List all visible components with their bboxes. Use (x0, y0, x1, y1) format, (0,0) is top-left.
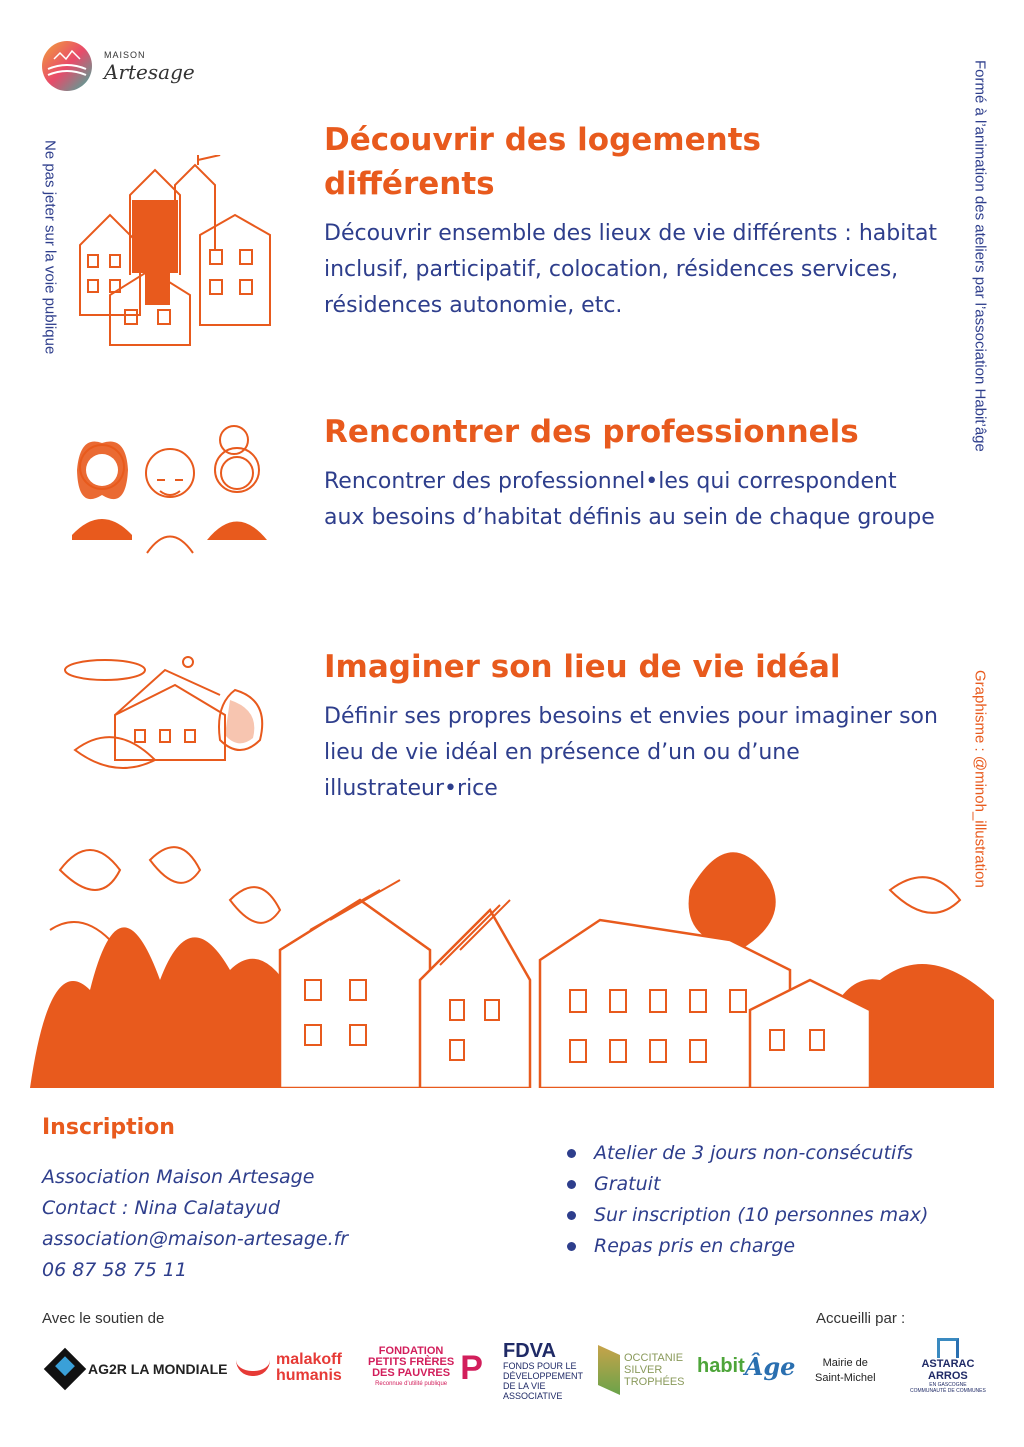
fondation-text-1: FONDATION (378, 1345, 444, 1357)
section-discover-title-line1: Découvrir des logements (324, 122, 761, 158)
side-note-left-text: Ne pas jeter sur la voie publique (41, 140, 59, 355)
section-meet-title: Rencontrer des professionnels (324, 414, 859, 450)
habitage-text-b: Âge (744, 1352, 796, 1381)
contact-association: Association Maison Artesage (42, 1166, 315, 1188)
habitage-text-a: habit (697, 1355, 745, 1377)
workshop-details-list (566, 1138, 928, 1262)
section-meet-text: Rencontrer des professionnel•les qui correspondent aux besoins d’habitat définis au sein de chaque groupe (324, 469, 935, 530)
astarac-icon (937, 1338, 959, 1358)
hosted-by-label: Accueilli par : (816, 1310, 906, 1327)
side-note-right-text: Formé à l’animation des ateliers par l’association Habit’âge (971, 60, 989, 452)
contact-person: Contact : Nina Calatayud (42, 1197, 280, 1219)
houses-illustration (70, 155, 280, 350)
occitanie-icon (598, 1345, 620, 1395)
mairie-text-1: Mairie de (822, 1357, 868, 1369)
dream-house-illustration (55, 650, 285, 780)
section-imagine-text: Définir ses propres besoins et envies pour imaginer son lieu de vie idéal en présence d’un ou d’une illustrateur•rice (324, 704, 938, 801)
astarac-text-4: COMMUNAUTÉ DE COMMUNES (910, 1388, 986, 1394)
logo-small-text: MAISON (104, 49, 146, 60)
malakoff-text-2: humanis (276, 1367, 342, 1384)
mairie-saint-michel-logo (815, 1356, 876, 1386)
list-item: Repas pris en charge (566, 1231, 928, 1262)
ag2r-logo (50, 1354, 227, 1384)
fondation-text-3: DES PAUVRES (372, 1367, 451, 1379)
maison-artesage-logo (40, 36, 210, 96)
inscription-title: Inscription (42, 1115, 175, 1140)
village-banner-illustration (30, 830, 994, 1088)
occitanie-text-3: TROPHÉES (624, 1376, 685, 1388)
logo-big-text: Artesage (104, 59, 195, 84)
people-illustration (62, 425, 277, 555)
fondation-text-2: PETITS FRÈRES (368, 1356, 455, 1368)
fdva-line-3: DE LA VIE (503, 1381, 546, 1391)
side-note-left (40, 140, 60, 410)
section-discover-title-line2: différents (324, 166, 495, 202)
occitanie-text-1: OCCITANIE (624, 1352, 684, 1364)
list-item: Sur inscription (10 personnes max) (566, 1200, 928, 1231)
malakoff-logo (236, 1352, 342, 1384)
fdva-logo (503, 1341, 583, 1401)
occitanie-text-2: SILVER (624, 1364, 663, 1376)
malakoff-smile-icon (236, 1360, 270, 1376)
habitage-logo (697, 1352, 795, 1381)
list-item: Atelier de 3 jours non-consécutifs (566, 1138, 928, 1169)
occitanie-silver-logo (598, 1345, 685, 1395)
fdva-line-2: DÉVELOPPEMENT (503, 1371, 584, 1381)
section-discover-title (324, 118, 944, 206)
ag2r-icon (44, 1348, 86, 1390)
contact-email-link[interactable]: association@maison-artesage.fr (42, 1228, 349, 1250)
section-discover-text: Découvrir ensemble des lieux de vie différents : habitat inclusif, participatif, colocation, résidences services, résidences autonomie, etc. (324, 221, 938, 318)
contact-block (42, 1162, 348, 1286)
section-discover-housing (324, 118, 944, 324)
fondation-petits-freres-logo (368, 1346, 483, 1390)
astarac-arros-logo (910, 1338, 986, 1394)
section-imagine-ideal-place (324, 645, 944, 807)
side-credit-right-text: Graphisme : @minoh_illustration (971, 670, 989, 888)
astarac-text-3: EN GASCOGNE (929, 1382, 967, 1388)
fondation-subtext: Reconnue d’utilité publique (375, 1381, 448, 1387)
fdva-line-1: FONDS POUR LE (503, 1361, 577, 1371)
malakoff-text-1: malakoff (276, 1351, 342, 1368)
sunset-logo-icon (40, 39, 94, 93)
mairie-text-2: Saint-Michel (815, 1372, 876, 1384)
support-label: Avec le soutien de (42, 1310, 165, 1327)
fdva-line-4: ASSOCIATIVE (503, 1391, 563, 1401)
fdva-title: FDVA (503, 1340, 556, 1362)
astarac-text-1: ASTARAC (921, 1358, 975, 1370)
contact-phone: 06 87 58 75 11 (42, 1259, 188, 1281)
astarac-text-2: ARROS (928, 1370, 968, 1382)
section-meet-professionals (324, 410, 944, 536)
section-imagine-title: Imaginer son lieu de vie idéal (324, 649, 841, 685)
fondation-p-icon: P (460, 1348, 483, 1387)
side-note-right (968, 60, 992, 550)
list-item: Gratuit (566, 1169, 928, 1200)
ag2r-text: AG2R LA MONDIALE (88, 1361, 228, 1377)
